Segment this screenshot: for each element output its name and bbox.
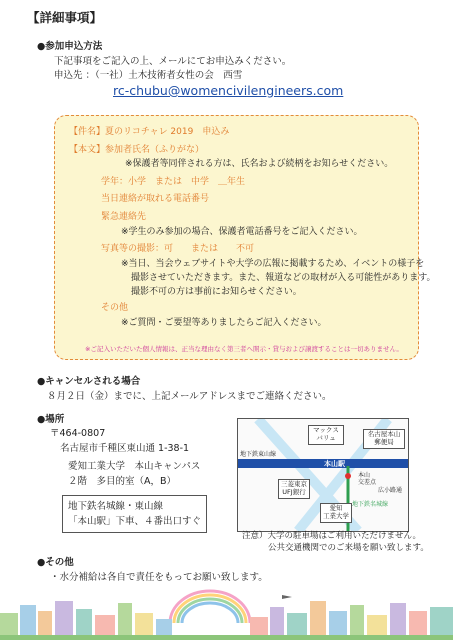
venue-zip: 〒464-0807 xyxy=(50,428,106,439)
map-maxvalu: マックス バリュ xyxy=(308,425,344,445)
photo-line: 写真等の撮影：可 または 不可 xyxy=(101,244,255,254)
map-intersection-label: 交差点 xyxy=(358,479,377,486)
apply-line2: 申込先 ：（一社）土木技術者女性の会 西雪 xyxy=(54,70,243,81)
apply-title: ●参加申込方法 xyxy=(37,41,103,52)
name-label: 参加者氏名（ふりがな） xyxy=(105,145,205,155)
other-line: その他 xyxy=(101,303,129,313)
access-line-2: 「本山駅」下車、４番出口すぐ xyxy=(68,516,202,527)
parking-note-1: 注意）大学の駐車場はご利用いただけません。 xyxy=(242,531,422,541)
access-box xyxy=(62,495,207,533)
emergency-note: ※学生のみ参加の場合、保護者電話番号をご記入ください。 xyxy=(121,227,363,237)
grade-line: 学年：小学 または 中学 ＿年生 xyxy=(101,177,246,187)
other-title: ●その他 xyxy=(37,557,74,568)
map-street-label: 広小路通 xyxy=(378,487,403,494)
subject-label: 【件名】 xyxy=(69,127,106,137)
map-station-label: 本山駅 xyxy=(324,460,345,468)
venue-address: 名古屋市千種区東山通 1-38-1 xyxy=(60,443,190,454)
map-bank: 三菱東京 UFJ銀行 xyxy=(278,479,310,499)
map-meijo-label: 地下鉄名城線 xyxy=(352,501,389,508)
map-motoyama-label: 本山 xyxy=(358,472,371,479)
access-map xyxy=(237,418,409,532)
map-post-office: 名古屋本山 郵便局 xyxy=(363,429,405,449)
photo-note-3: 撮影不可の方は事前にお知らせください。 xyxy=(131,287,302,297)
cancel-text: ８月２日（金）までに、上記メールアドレスまでご連絡ください。 xyxy=(47,391,332,402)
privacy-note: ※ご記入いただいた個人情報は、正当な理由なく第三者へ開示・貸与および譲渡することは一切ありません。 xyxy=(85,345,403,353)
venue-room: ２階 多目的室（A，B） xyxy=(68,476,177,487)
map-campus: 愛知 工業大学 xyxy=(320,503,352,523)
photo-note-2: 撮影させていただきます。また、報道などの取材が入る可能性があります。 xyxy=(131,273,436,283)
emergency-line: 緊急連絡先 xyxy=(101,212,147,222)
other-text: ・水分補給は各自で責任をもってお願い致します。 xyxy=(50,572,268,583)
contact-email-link[interactable]: rc-chubu@womencivilengineers.com xyxy=(113,83,344,98)
name-note: ※保護者等同伴される方は、氏名および続柄をお知らせください。 xyxy=(125,159,394,169)
parking-note-2: 公共交通機関でのご来場を願い致します。 xyxy=(268,543,429,553)
skyline-graphic xyxy=(0,583,453,640)
body-label: 【本文】 xyxy=(69,145,106,155)
cancel-title: ●キャンセルされる場合 xyxy=(37,376,141,387)
access-line-1: 地下鉄名城線・東山線 xyxy=(68,501,164,512)
subject-value: 夏のリコチャレ 2019 申込み xyxy=(105,127,230,137)
map-subway-label: 地下鉄東山線 xyxy=(240,451,277,458)
venue-school: 愛知工業大学 本山キャンパス xyxy=(68,461,201,472)
apply-line1: 下記事項をご記入の上、メールにてお申込みください。 xyxy=(54,56,292,67)
phone-line: 当日連絡が取れる電話番号 xyxy=(101,194,210,204)
city-illustration xyxy=(0,583,453,640)
form-template-box xyxy=(54,115,436,360)
page-heading: 【詳細事項】 xyxy=(27,10,103,25)
photo-note-1: ※当日、当会ウェブサイトや大学の広報に掲載するため、イベントの様子を xyxy=(121,259,425,269)
other-note: ※ご質問・ご要望等ありましたらご記入ください。 xyxy=(121,318,327,328)
venue-title: ●場所 xyxy=(37,414,65,425)
